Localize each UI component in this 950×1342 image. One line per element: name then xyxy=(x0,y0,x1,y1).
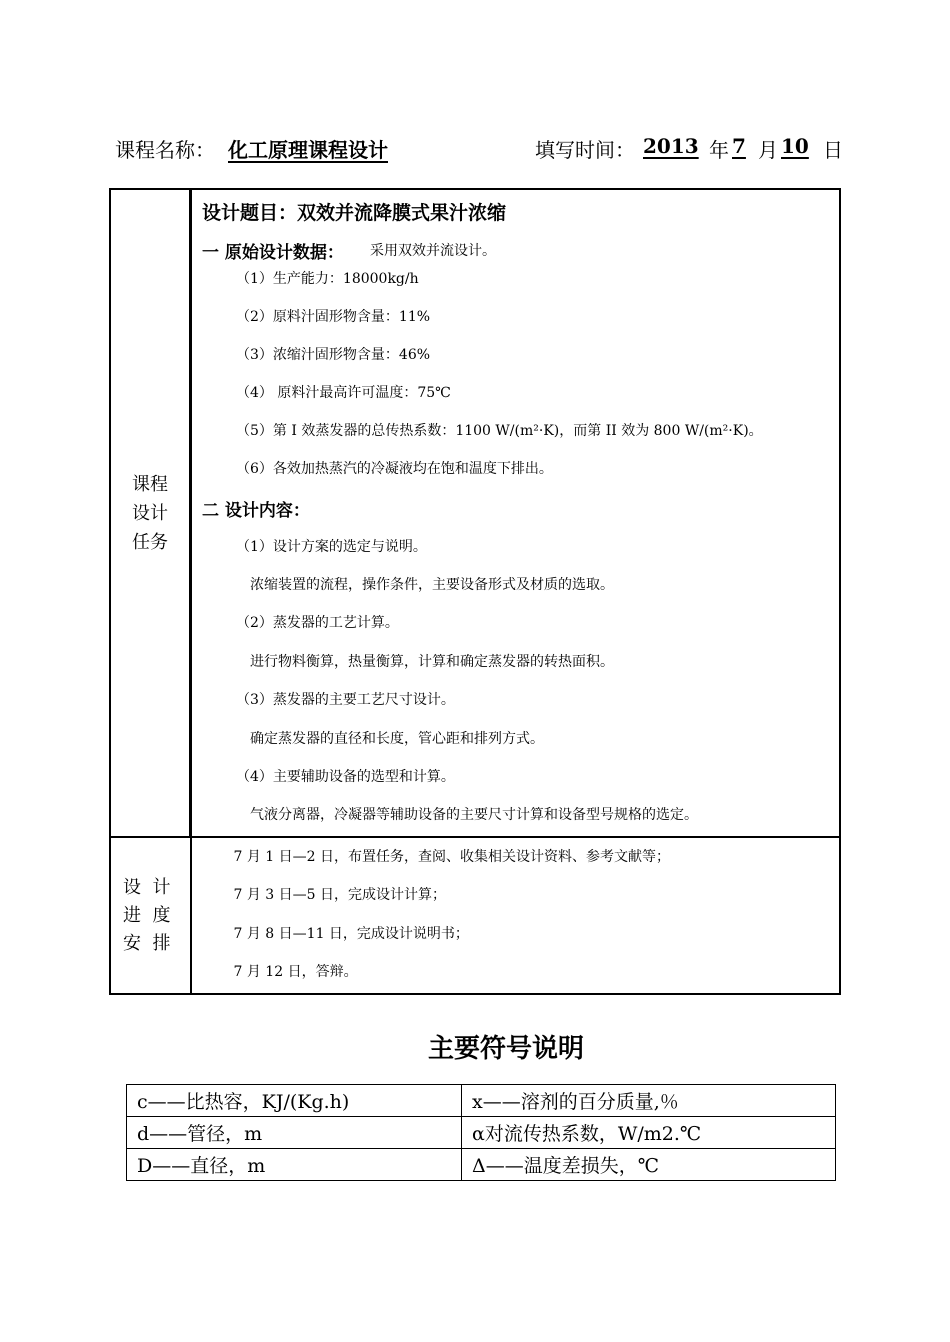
schedule-item: 7 月 12 日，答辩。 xyxy=(233,964,358,980)
schedule-label-line: 安 排 xyxy=(123,932,171,954)
symbol-cell: d——管径，m xyxy=(127,1117,462,1149)
header-line xyxy=(115,134,855,164)
section1-note: 采用双效并流设计。 xyxy=(370,243,496,259)
symbol-row xyxy=(127,1085,836,1117)
content-item: 确定蒸发器的直径和长度，管心距和排列方式。 xyxy=(250,731,544,747)
data-item: （1）生产能力：18000kg/h xyxy=(236,271,419,287)
year-unit: 年 xyxy=(709,138,729,162)
content-item: （2）蒸发器的工艺计算。 xyxy=(236,615,399,631)
day-unit: 日 xyxy=(823,138,843,162)
month-unit: 月 xyxy=(758,138,778,162)
content-item: 浓缩装置的流程，操作条件，主要设备形式及材质的选取。 xyxy=(250,577,614,593)
section2-title: 二 设计内容： xyxy=(202,501,310,521)
day-value: 10 xyxy=(781,134,809,158)
content-item: （3）蒸发器的主要工艺尺寸设计。 xyxy=(236,692,455,708)
task-label-line: 设计 xyxy=(132,502,168,524)
task-row xyxy=(110,189,840,837)
content-item: （4）主要辅助设备的选型和计算。 xyxy=(236,769,455,785)
symbols-table xyxy=(126,1084,836,1181)
data-item: （4） 原料汁最高许可温度：75℃ xyxy=(236,385,451,401)
content-item: （1）设计方案的选定与说明。 xyxy=(236,539,427,555)
symbol-cell: c——比热容，KJ/(Kg.h) xyxy=(127,1085,462,1117)
year-value: 2013 xyxy=(643,134,699,158)
symbol-cell: x——溶剂的百分质量,％ xyxy=(462,1085,836,1117)
data-item: （5）第 I 效蒸发器的总传热系数：1100 W/(m²·K)，而第 II 效为 800 W/(m²·K)。 xyxy=(236,423,763,439)
schedule-item: 7 月 3 日—5 日，完成设计计算； xyxy=(233,887,447,903)
symbol-row xyxy=(127,1149,836,1181)
symbol-cell: α对流传热系数，W/m2.℃ xyxy=(462,1117,836,1149)
data-item: （2）原料汁固形物含量：11% xyxy=(236,309,431,325)
schedule-item: 7 月 1 日—2 日，布置任务，查阅、收集相关设计资料、参考文献等； xyxy=(233,849,671,865)
schedule-label-line: 设 计 xyxy=(123,876,171,898)
course-name: 化工原理课程设计 xyxy=(228,138,388,162)
schedule-label-cell xyxy=(110,837,191,994)
schedule-row xyxy=(110,837,840,994)
task-content-cell xyxy=(191,189,841,837)
schedule-content-cell xyxy=(191,837,841,994)
data-item: （6）各效加热蒸汽的冷凝液均在饱和温度下排出。 xyxy=(236,461,553,477)
section1-title: 一 原始设计数据： xyxy=(202,243,344,263)
task-label-line: 任务 xyxy=(132,531,168,553)
data-item: （3）浓缩汁固形物含量：46% xyxy=(236,347,431,363)
month-value: 7 xyxy=(732,134,746,158)
symbol-cell: Δ——温度差损失，℃ xyxy=(462,1149,836,1181)
date-label: 填写时间： xyxy=(535,138,635,162)
task-table xyxy=(109,188,841,995)
symbol-cell: D——直径，m xyxy=(127,1149,462,1181)
symbol-row xyxy=(127,1117,836,1149)
symbols-title: 主要符号说明 xyxy=(427,1034,584,1064)
content-item: 气液分离器，冷凝器等辅助设备的主要尺寸计算和设备型号规格的选定。 xyxy=(250,807,698,823)
schedule-item: 7 月 8 日—11 日，完成设计说明书； xyxy=(233,926,469,942)
content-item: 进行物料衡算，热量衡算，计算和确定蒸发器的转热面积。 xyxy=(250,654,614,670)
course-label: 课程名称： xyxy=(115,138,215,162)
task-label-cell xyxy=(110,189,191,837)
task-label-line: 课程 xyxy=(132,473,168,495)
design-title: 设计题目：双效并流降膜式果汁浓缩 xyxy=(202,202,507,224)
schedule-label-line: 进 度 xyxy=(123,904,171,926)
